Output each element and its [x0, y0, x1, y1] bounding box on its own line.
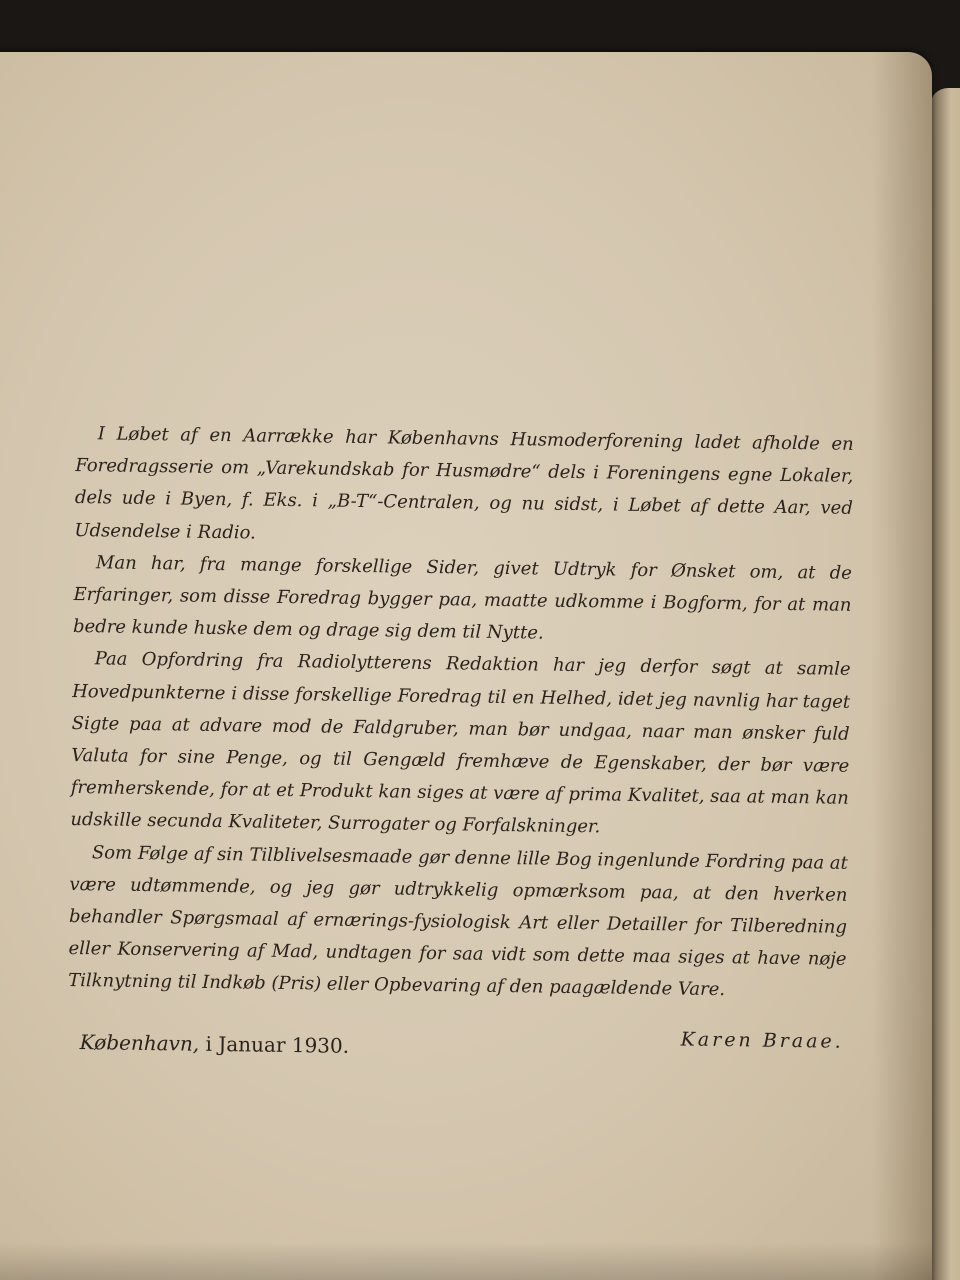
page-bottom-shadow [0, 1242, 932, 1280]
page-gutter-shadow [872, 52, 932, 1280]
preface-paragraph-1: I Løbet af en Aarrække har Københavns Husmoderforening ladet afholde en Foredragsserie om „Varekundskab for Husmødre“ dels i Foreningens egne Lokaler, dels ude i Byen, f. Eks. i „B-T“-Centralen, og nu sidst, i Løbet af dette Aar, ved Udsendelse i Radio. [74, 423, 854, 544]
place-name: København, [79, 1030, 200, 1056]
author-signature: Karen Braae. [680, 1028, 844, 1053]
place-date-line [80, 1030, 350, 1058]
date-text: i Januar 1930. [205, 1031, 350, 1058]
preface-paragraph-2: Man har, fra mange forskellige Sider, givet Udtryk for Ønsket om, at de Erfaringer, som disse Foredrag bygger paa, maatte udkomme i Bogform, for at man bedre kunde huske dem og drage sig dem til Nytte. [72, 552, 853, 644]
preface-text [68, 418, 854, 1008]
preface-paragraph-4: Som Følge af sin Tilblivelsesmaade gør denne lille Bog ingenlunde Fordring paa at være udtømmende, og jeg gør udtrykkelig opmærksom paa, at den hverken behandler Spørgsmaal af ernærings-fysiologisk Art eller Detailler for Tilberedning eller Konservering af Mad, undtagen for saa vidt som dette maa siges at have nøje Tilknytning til Indkøb (Pris) eller Opbevaring af den paagældende Vare. [67, 841, 849, 1001]
preface-paragraph-3: Paa Opfordring fra Radiolytterens Redaktion har jeg derfor søgt at samle Hovedpunkterne i disse forskellige Foredrag til en Helhed, idet jeg navnlig har taget Sigte paa at advare mod de Faldgruber, man bør undgaa, naar man ønsker fuld Valuta for sine Penge, og til Gengæld fremhæve de Egenskaber, der bør være fremherskende, for at et Produkt kan siges at være af prima Kvalitet, saa at man kan udskille secunda Kvaliteter, Surrogater og Forfalskninger. [70, 648, 851, 838]
next-page-edge [930, 88, 960, 1280]
